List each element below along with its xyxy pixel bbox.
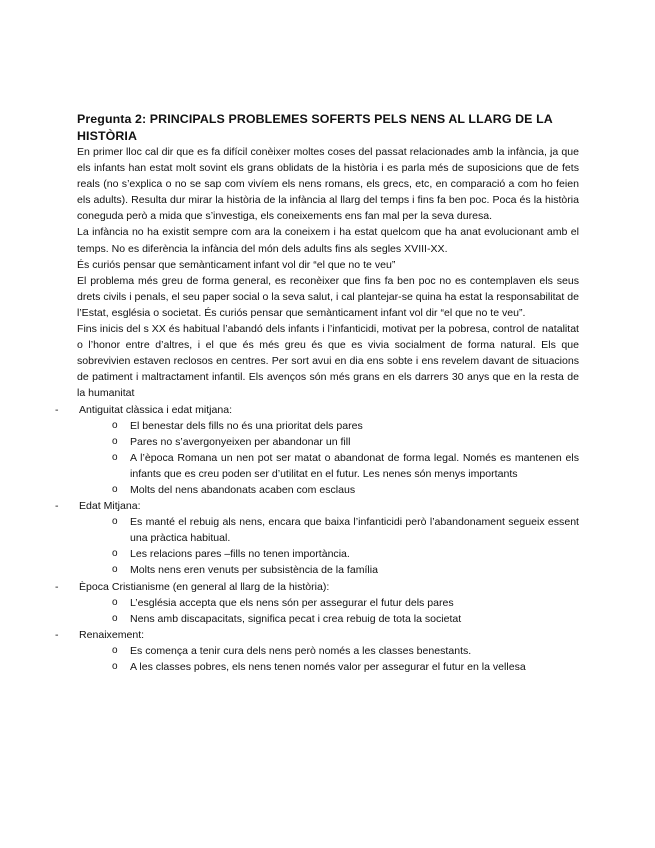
section-antiquity: [55, 402, 579, 499]
list-item: o El benestar dels fills no és una prioritat dels pares: [55, 418, 579, 434]
sub-list: [55, 514, 579, 578]
list-item: o Es comença a tenir cura dels nens però només a les classes benestants.: [55, 643, 579, 659]
dash-marker: -: [55, 403, 59, 416]
list-item: o Pares no s’avergonyeixen per abandonar un fill: [55, 434, 579, 450]
section-label: Edat Mitjana:: [79, 500, 141, 513]
paragraph-main-problem: El problema més greu de forma general, es reconèixer que fins fa ben poc no es contemplaven els seus drets civils i penals, el seu paper social o la seva salut, i cal plantejar-se quina ha estat la responsabilitat de l’Estat, església o societat. És curiós pensar que semànticament infant vol dir “el que no te veu”.: [77, 274, 579, 319]
dash-marker: -: [55, 500, 59, 513]
list-item: o Molts nens eren venuts per subsistència de la família: [55, 562, 579, 578]
sub-list: [55, 643, 579, 675]
list-item: o Es manté el rebuig als nens, encara que baixa l’infanticidi però l’abandonament segueix essent una pràctica habitual.: [112, 516, 579, 545]
sub-list: [55, 418, 579, 498]
section-middle-ages: [55, 498, 579, 578]
sub-list: [55, 595, 579, 627]
section-label: Època Cristianisme (en general al llarg de la història):: [79, 580, 330, 593]
section-heading: [55, 498, 579, 514]
bullet-icon: o: [112, 483, 118, 495]
paragraph-intro: En primer lloc cal dir que es fa difícil conèixer moltes coses del passat relacionades amb la infància, ja que els infants han estat molt sovint els grans oblidats de la història i es parla més de suposicions que de fets reals (no s’explica o no se sap com vivíem els nens romans, els grecs, etc, en comparació a com ho feien els adults). Resulta dur mirar la història de la infància al llarg del temps i fins fa ben poc. Poca és la història coneguda però a mida que s’investiga, els coneixements ens fan mal per la seva duresa.: [77, 146, 579, 223]
bullet-icon: o: [112, 661, 118, 672]
list-item: o Nens amb discapacitats, significa pecat i crea rebuig de tota la societat: [55, 611, 579, 627]
paragraph-infancy-evolution: La infància no ha existit sempre com ara la coneixem i ha estat quelcom que ha anat evolucionant amb el temps. No es diferència la infància del món dels adults fins als segles XVIII-XX.: [77, 226, 579, 255]
bullet-icon: o: [112, 419, 118, 431]
document-page: [55, 111, 579, 675]
bullet-icon: o: [112, 564, 118, 576]
bullet-icon: o: [112, 516, 118, 528]
list-item: o A les classes pobres, els nens tenen només valor per assegurar el futur en la vellesa: [55, 659, 579, 675]
section-label: Antiguitat clàssica i edat mitjana:: [79, 403, 233, 416]
bullet-icon: o: [112, 612, 118, 624]
section-renaissance: [55, 627, 579, 675]
list-item: o L’església accepta que els nens són per assegurar el futur dels pares: [55, 595, 579, 611]
dash-marker: -: [55, 580, 59, 593]
bullet-icon: o: [112, 451, 118, 463]
bullet-icon: o: [112, 644, 118, 656]
list-item: o Molts del nens abandonats acaben com esclaus: [55, 482, 579, 498]
dash-marker: -: [55, 628, 59, 641]
section-heading: [55, 627, 579, 643]
bullet-icon: o: [112, 596, 118, 608]
section-heading: [55, 579, 579, 595]
section-christianity: [55, 579, 579, 627]
section-label: Renaixement:: [79, 628, 145, 641]
bullet-icon: o: [112, 435, 118, 447]
list-item: o Les relacions pares –fills no tenen importància.: [55, 546, 579, 562]
paragraph-semantics: És curiós pensar que semànticament infant vol dir “el que no te veu”: [77, 258, 396, 271]
list-item: o A l’època Romana un nen pot ser matat o abandonat de forma legal. Només es mantenen els infants que es creu poden ser d’utilitat en el futur. Les nenes són menys importants: [112, 451, 579, 480]
historical-periods-list: [55, 402, 579, 676]
page-title: Pregunta 2: PRINCIPALS PROBLEMES SOFERTS PELS NENS AL LLARG DE LA HISTÒRIA: [77, 112, 553, 143]
section-heading: [55, 402, 579, 418]
paragraph-abandonment: Fins inicis del s XX és habitual l’abandó dels infants i l’infanticidi, motivat per la pobresa, control de natalitat o l’honor entre d’altres, i el que és més greu és que es vivia socialment de forma natural. Els que sobrevivien estaven reclosos en centres. Per sort avui en dia ens sobte i ens revelem davant de situacions de patiment i maltractament infantil. Els avenços són més grans en els darrers 30 anys que en la resta de la humanitat: [77, 323, 579, 400]
bullet-icon: o: [112, 548, 118, 560]
